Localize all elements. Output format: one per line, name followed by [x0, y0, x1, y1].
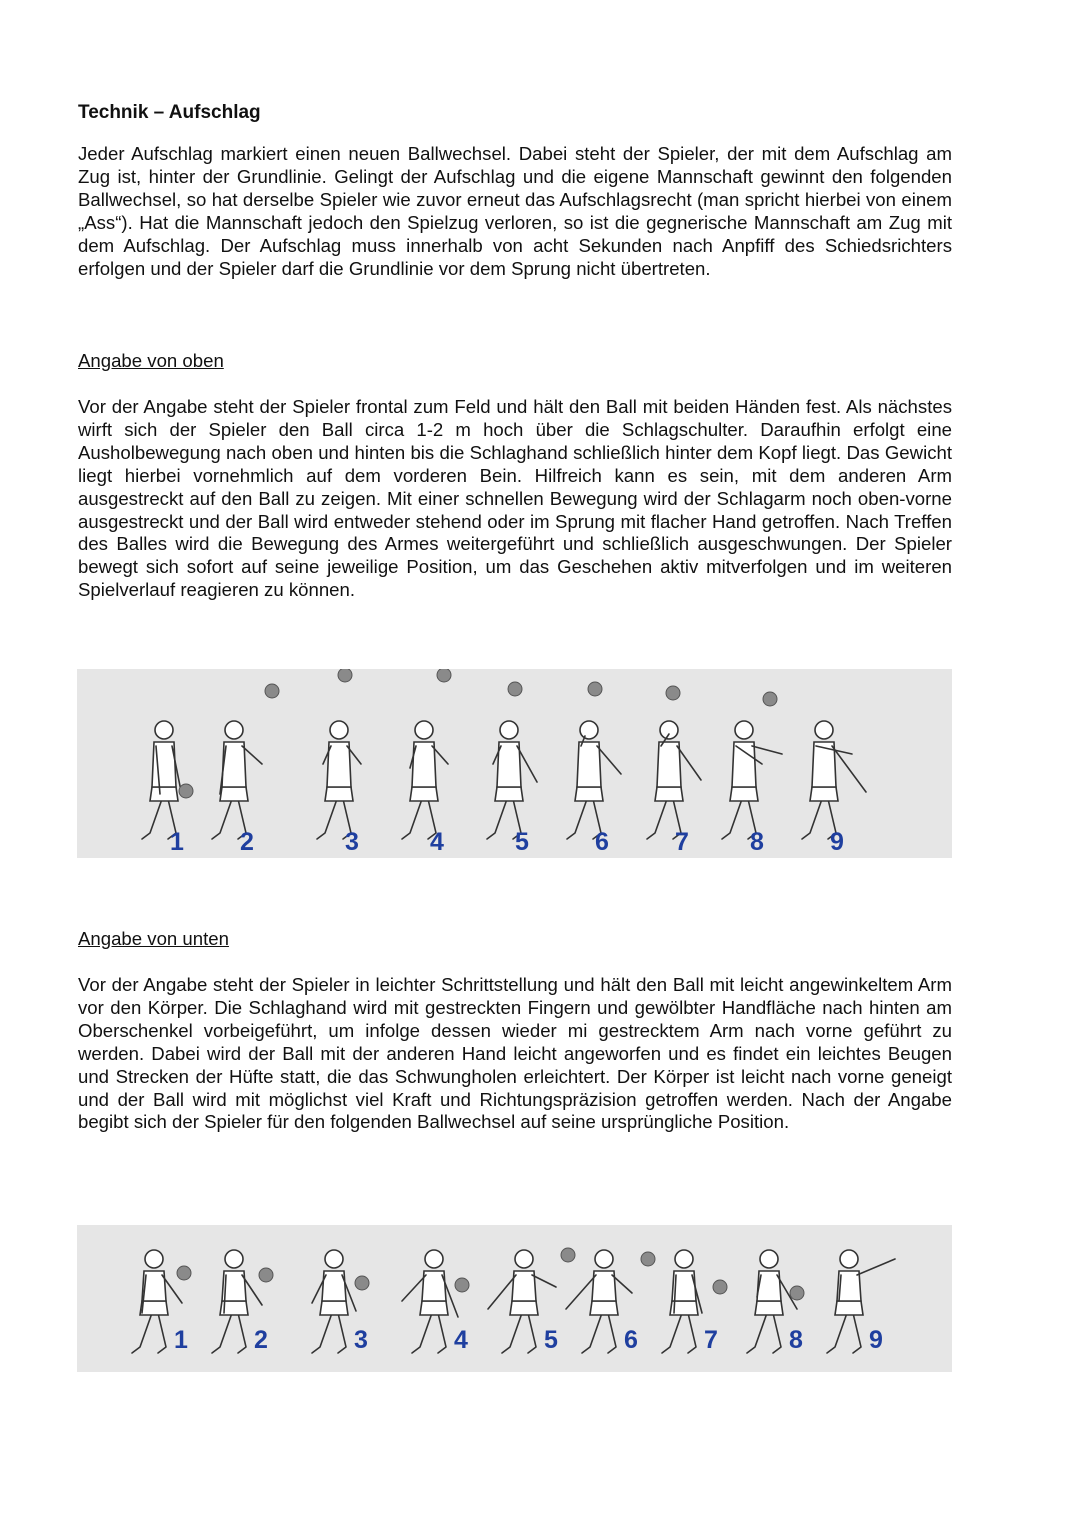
sequence-illustration-unten [77, 1225, 952, 1372]
ball-icon [179, 784, 193, 798]
player-figure [722, 692, 782, 839]
figure-number: 1 [170, 828, 184, 856]
player-figure [647, 686, 701, 839]
intro-paragraph: Jeder Aufschlag markiert einen neuen Ballwechsel. Dabei steht der Spieler, der mit dem Aufschlag am Zug ist, hinter der Grundlinie. Gelingt der Aufschlag und die eigene Mannschaft gewinnt den folgenden Ballwechsel, so hat derselbe Spieler wie zuvor erneut das Aufschlagsrecht (man spricht hierbei von einem „Ass“). Hat die Mannschaft jedoch den Spielzug verloren, so ist die gegnerische Mannschaft am Zug mit dem Aufschlag. Der Aufschlag muss innerhalb von acht Sekunden nach Anpfiff des Schiedsrichters erfolgen und der Spieler darf die Grundlinie vor dem Sprung nicht übertreten. [78, 143, 952, 279]
player-figure [488, 1248, 575, 1353]
figure-number: 8 [789, 1326, 803, 1354]
figure-number: 4 [454, 1326, 468, 1354]
player-figure [567, 682, 621, 839]
ball-icon [713, 1280, 727, 1294]
ball-icon [588, 682, 602, 696]
figure-angabe-von-oben [77, 669, 952, 858]
paragraph-angabe-von-unten: Vor der Angabe steht der Spieler in leichter Schrittstellung und hält den Ball mit leicht angewinkeltem Arm vor den Körper. Die Schlaghand wird mit gestreckten Fingern und gewölbter Handfläche nach hinten am Oberschenkel vorbeigeführt, um infolge dessen wieder mi gestrecktem Arm nach vorne geführt zu werden. Dabei wird der Ball mit der anderen Hand leicht angeworfen und es findet ein leichtes Beugen und Strecken der Hüfte statt, die das Schwungholen erleichtert. Der Körper ist leicht nach vorne geneigt und der Ball wird mit möglichst viel Kraft und Richtungspräzision getroffen werden. Nach der Angabe begibt sich der Spieler für den folgenden Ballwechsel auf seine ursprüngliche Position. [78, 974, 952, 1133]
figure-number: 5 [544, 1326, 558, 1354]
ball-icon [455, 1278, 469, 1292]
ball-icon [763, 692, 777, 706]
player-figure [802, 721, 866, 839]
ball-icon [355, 1276, 369, 1290]
ball-icon [790, 1286, 804, 1300]
ball-icon [259, 1268, 273, 1282]
sequence-illustration-oben [77, 669, 952, 858]
page-title: Technik – Aufschlag [78, 102, 261, 123]
player-figure [142, 721, 193, 839]
figure-number: 1 [174, 1326, 188, 1354]
ball-icon [437, 669, 451, 682]
figure-number: 7 [675, 828, 689, 856]
player-figure [212, 684, 279, 839]
figure-number: 2 [254, 1326, 268, 1354]
figure-number: 8 [750, 828, 764, 856]
player-figure [402, 669, 451, 839]
figure-number: 6 [595, 828, 609, 856]
figure-number: 9 [830, 828, 844, 856]
ball-icon [666, 686, 680, 700]
figure-number: 5 [515, 828, 529, 856]
player-figure [566, 1250, 655, 1353]
heading-angabe-von-unten: Angabe von unten [78, 928, 229, 949]
ball-icon [265, 684, 279, 698]
ball-icon [338, 669, 352, 682]
figure-number: 4 [430, 828, 444, 856]
ball-icon [561, 1248, 575, 1262]
paragraph-angabe-von-oben: Vor der Angabe steht der Spieler frontal zum Feld und hält den Ball mit beiden Händen fest. Als nächstes wirft sich der Spieler den Ball circa 1-2 m hoch über die Schlagschulter. Daraufhin erfolgt eine Ausholbewegung nach oben und hinten bis die Schlaghand schließlich hinter dem Kopf liegt. Das Gewicht liegt hierbei vornehmlich auf dem vorderen Bein. Hilfreich kann es sein, mit dem anderen Arm ausgestreckt auf den Ball zu zeigen. Mit einer schnellen Bewegung wird der Schlagarm noch oben-vorne ausgestreckt und der Ball wird entweder stehend oder im Sprung mit flacher Hand getroffen. Nach Treffen des Balles wird die Bewegung des Armes weitergeführt und schließlich ausgeschwungen. Der Spieler bewegt sich sofort auf seine jeweilige Position, um das Geschehen aktiv mitverfolgen und im weiteren Spielverlauf reagieren zu können. [78, 396, 952, 601]
player-figure [827, 1250, 895, 1353]
figure-number: 3 [345, 828, 359, 856]
figure-angabe-von-unten [77, 1225, 952, 1372]
player-figure [317, 669, 361, 839]
figure-number: 3 [354, 1326, 368, 1354]
player-figure [487, 682, 537, 839]
figure-number: 7 [704, 1326, 718, 1354]
ball-icon [641, 1252, 655, 1266]
figure-number: 2 [240, 828, 254, 856]
ball-icon [177, 1266, 191, 1280]
figure-number: 9 [869, 1326, 883, 1354]
figure-number: 6 [624, 1326, 638, 1354]
ball-icon [508, 682, 522, 696]
heading-angabe-von-oben: Angabe von oben [78, 350, 224, 371]
